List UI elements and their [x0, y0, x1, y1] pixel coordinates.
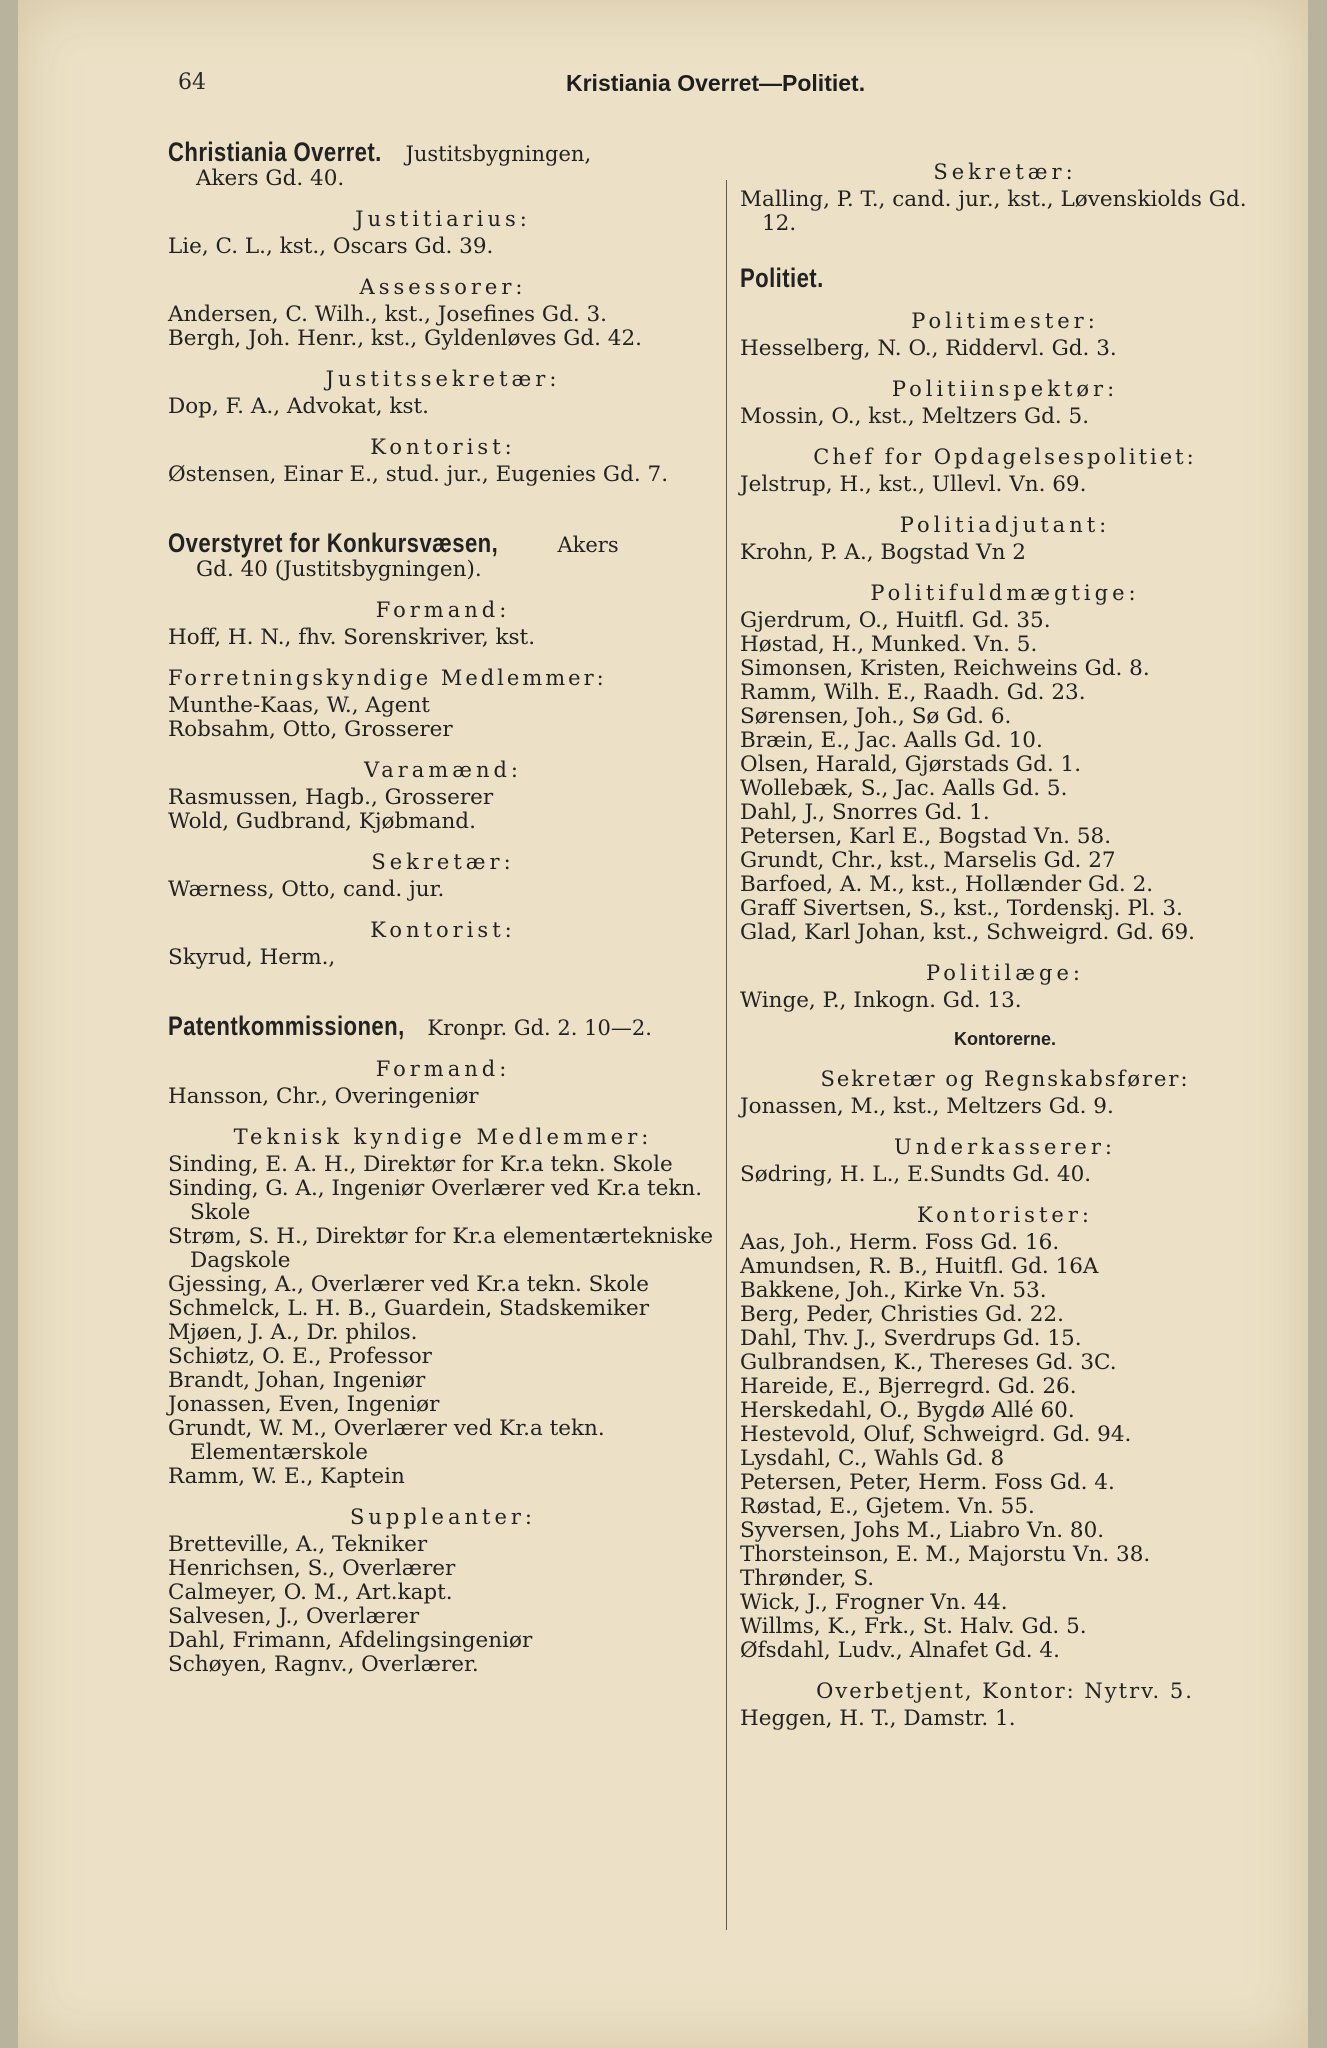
running-title: Kristiania Overret—Politiet. — [566, 70, 866, 96]
entry-list — [168, 878, 718, 902]
directory-entry: Lie, C. L., kst., Oscars Gd. 39. — [168, 234, 494, 259]
directory-entry: Calmeyer, O. M., Art.kapt. — [168, 1580, 453, 1605]
directory-entry: Dop, F. A., Advokat, kst. — [168, 394, 429, 419]
directory-entry: Bretteville, A., Tekniker — [168, 1532, 428, 1557]
directory-entry: Øfsdahl, Ludv., Alnafet Gd. 4. — [740, 1638, 1060, 1663]
directory-entry: Strøm, S. H., Direktør for Kr.a elementærtekniske Dagskole — [168, 1224, 714, 1273]
directory-entry: Gulbrandsen, K., Thereses Gd. 3C. — [740, 1350, 1117, 1375]
directory-entry: Schøyen, Ragnv., Overlærer. — [168, 1652, 479, 1677]
section-overret — [168, 137, 718, 487]
directory-entry: Malling, P. T., cand. jur., kst., Løvenskiolds Gd. 12. — [740, 187, 1247, 236]
entry-list — [740, 405, 1270, 429]
org-heading — [168, 528, 718, 582]
directory-entry: Petersen, Karl E., Bogstad Vn. 58. — [740, 824, 1112, 849]
directory-entry: Syversen, Johs M., Liabro Vn. 80. — [740, 1518, 1105, 1543]
directory-entry: Gjessing, A., Overlærer ved Kr.a tekn. Skole — [168, 1272, 649, 1297]
entry-list — [168, 626, 718, 650]
directory-entry: Wold, Gudbrand, Kjøbmand. — [168, 809, 476, 834]
entry-list — [168, 1085, 718, 1109]
directory-entry: Wærness, Otto, cand. jur. — [168, 877, 445, 902]
directory-entry: Bræin, E., Jac. Aalls Gd. 10. — [740, 728, 1043, 753]
directory-entry: Lysdahl, C., Wahls Gd. 8 — [740, 1446, 1005, 1471]
role-heading: Sekretær: — [933, 160, 1077, 184]
right-column — [740, 140, 1270, 1761]
directory-entry: Jonassen, Even, Ingeniør — [168, 1392, 440, 1417]
org-address: Akers — [557, 533, 619, 557]
role-heading: Justitssekretær: — [325, 367, 561, 391]
entry-list — [740, 1095, 1270, 1119]
directory-entry: Willms, K., Frk., St. Halv. Gd. 5. — [740, 1614, 1087, 1639]
directory-entry: Skyrud, Herm., — [168, 945, 336, 970]
section-politiet — [740, 263, 1270, 1731]
directory-entry: Dahl, Frimann, Afdelingsingeniør — [168, 1628, 533, 1653]
directory-page — [18, 0, 1308, 2048]
org-heading — [740, 263, 1270, 293]
role-heading: Justitiarius: — [355, 207, 531, 231]
entry-list — [740, 1231, 1270, 1663]
page-header — [18, 70, 1308, 110]
directory-entry: Barfoed, A. M., kst., Hollænder Gd. 2. — [740, 872, 1154, 897]
directory-entry: Hoff, H. N., fhv. Sorenskriver, kst. — [168, 625, 536, 650]
section-overstyret — [168, 528, 718, 970]
directory-entry: Schmelck, L. H. B., Guardein, Stadskemiker — [168, 1296, 650, 1321]
role-heading: Suppleanter: — [350, 1505, 536, 1529]
org-name: Patentkommissionen, — [168, 1011, 405, 1041]
org-address: Kronpr. Gd. 2. 10—2. — [427, 1016, 652, 1040]
directory-entry: Thrønder, S. — [740, 1566, 875, 1591]
directory-entry: Bakkene, Joh., Kirke Vn. 53. — [740, 1278, 1047, 1303]
role-heading: Assessorer: — [359, 275, 527, 299]
entry-list — [740, 1163, 1270, 1187]
role-heading: Politimester: — [911, 309, 1099, 333]
role-heading: Teknisk kyndige Medlemmer: — [233, 1125, 653, 1149]
directory-entry: Bergh, Joh. Henr., kst., Gyldenløves Gd. 42. — [168, 326, 642, 351]
directory-entry: Thorsteinson, E. M., Majorstu Vn. 38. — [740, 1542, 1151, 1567]
directory-entry: Østensen, Einar E., stud. jur., Eugenies Gd. 7. — [168, 462, 669, 487]
left-column — [168, 137, 718, 1721]
role-heading: Politiinspektør: — [891, 377, 1119, 401]
role-heading: Chef for Opdagelsespolitiet: — [813, 445, 1197, 469]
entry-list — [740, 188, 1270, 236]
directory-entry: Hesselberg, N. O., Riddervl. Gd. 3. — [740, 336, 1117, 361]
entry-list — [168, 303, 718, 351]
directory-entry: Dahl, Thv. J., Sverdrups Gd. 15. — [740, 1326, 1082, 1351]
directory-entry: Hestevold, Oluf, Schweigrd. Gd. 94. — [740, 1422, 1132, 1447]
org-address: Justitsbygningen, — [405, 142, 592, 166]
column-divider — [726, 180, 727, 1930]
org-heading — [168, 1011, 718, 1041]
directory-entry: Krohn, P. A., Bogstad Vn 2 — [740, 540, 1026, 565]
directory-entry: Gjerdrum, O., Huitfl. Gd. 35. — [740, 608, 1051, 633]
role-heading: Sekretær og Regnskabsfører: — [820, 1067, 1190, 1091]
directory-entry: Røstad, E., Gjetem. Vn. 55. — [740, 1494, 1035, 1519]
directory-entry: Mossin, O., kst., Meltzers Gd. 5. — [740, 404, 1090, 429]
directory-entry: Ramm, Wilh. E., Raadh. Gd. 23. — [740, 680, 1086, 705]
directory-entry: Robsahm, Otto, Grosserer — [168, 717, 453, 742]
role-heading: Formand: — [375, 1057, 511, 1081]
directory-entry: Wick, J., Frogner Vn. 44. — [740, 1590, 1008, 1615]
section-overret-sekretaer — [740, 160, 1270, 236]
role-heading: Sekretær: — [371, 850, 515, 874]
entry-list — [168, 946, 718, 970]
directory-entry: Jonassen, M., kst., Meltzers Gd. 9. — [740, 1094, 1114, 1119]
directory-entry: Winge, P., Inkogn. Gd. 13. — [740, 988, 1022, 1013]
directory-entry: Henrichsen, S., Overlærer — [168, 1556, 456, 1581]
role-heading: Formand: — [375, 598, 511, 622]
role-heading: Varamænd: — [363, 758, 522, 782]
directory-entry: Sødring, H. L., E.Sundts Gd. 40. — [740, 1162, 1092, 1187]
role-heading: Kontorister: — [917, 1203, 1093, 1227]
org-address-cont: Gd. 40 (Justitsbygningen). — [196, 557, 482, 582]
directory-entry: Graff Sivertsen, S., kst., Tordenskj. Pl. 3. — [740, 896, 1183, 921]
directory-entry: Olsen, Harald, Gjørstads Gd. 1. — [740, 752, 1082, 777]
directory-entry: Sørensen, Joh., Sø Gd. 6. — [740, 704, 1012, 729]
directory-entry: Petersen, Peter, Herm. Foss Gd. 4. — [740, 1470, 1115, 1495]
directory-entry: Salvesen, J., Overlærer — [168, 1604, 420, 1629]
directory-entry: Simonsen, Kristen, Reichweins Gd. 8. — [740, 656, 1150, 681]
entry-list — [740, 1707, 1270, 1731]
role-heading: Forretningskyndige Medlemmer: — [168, 666, 607, 690]
page-number: 64 — [178, 70, 206, 95]
role-heading: Overbetjent, Kontor: Nytrv. 5. — [816, 1679, 1194, 1703]
role-heading: Kontorist: — [370, 918, 516, 942]
role-heading: Politiadjutant: — [899, 513, 1111, 537]
directory-entry: Rasmussen, Hagb., Grosserer — [168, 785, 494, 810]
entry-list — [168, 463, 718, 487]
entry-list — [740, 609, 1270, 945]
role-heading: Politifuldmægtige: — [870, 581, 1140, 605]
directory-entry: Hareide, E., Bjerregrd. Gd. 26. — [740, 1374, 1077, 1399]
role-heading: Underkasserer: — [894, 1135, 1116, 1159]
directory-entry: Mjøen, J. A., Dr. philos. — [168, 1320, 418, 1345]
directory-entry: Hansson, Chr., Overingeniør — [168, 1084, 479, 1109]
entry-list — [168, 1533, 718, 1677]
entry-list — [740, 473, 1270, 497]
org-name: Politiet. — [740, 263, 824, 293]
org-name: Overstyret for Konkursvæsen, — [168, 528, 499, 558]
org-name: Christiania Overret. — [168, 137, 382, 167]
entry-list — [740, 541, 1270, 565]
role-heading: Kontorist: — [370, 435, 516, 459]
entry-list — [168, 786, 718, 834]
directory-entry: Berg, Peder, Christies Gd. 22. — [740, 1302, 1064, 1327]
directory-entry: Grundt, Chr., kst., Marselis Gd. 27 — [740, 848, 1116, 873]
entry-list — [740, 337, 1270, 361]
section-patent — [168, 1011, 718, 1677]
org-address-cont: Akers Gd. 40. — [196, 166, 345, 191]
directory-entry: Sinding, G. A., Ingeniør Overlærer ved Kr.a tekn. Skole — [168, 1176, 703, 1225]
role-heading: Politilæge: — [926, 961, 1084, 985]
entry-list — [740, 989, 1270, 1013]
directory-entry: Andersen, C. Wilh., kst., Josefines Gd. 3. — [168, 302, 608, 327]
entry-list — [168, 395, 718, 419]
directory-entry: Amundsen, R. B., Huitfl. Gd. 16A — [740, 1254, 1099, 1279]
entry-list — [168, 694, 718, 742]
directory-entry: Glad, Karl Johan, kst., Schweigrd. Gd. 69. — [740, 920, 1196, 945]
directory-entry: Munthe-Kaas, W., Agent — [168, 693, 430, 718]
entry-list — [168, 1153, 718, 1489]
directory-entry: Brandt, Johan, Ingeniør — [168, 1368, 426, 1393]
directory-entry: Sinding, E. A. H., Direktør for Kr.a tekn. Skole — [168, 1152, 673, 1177]
subsection-heading: Kontorerne. — [953, 1029, 1056, 1049]
directory-entry: Schiøtz, O. E., Professor — [168, 1344, 432, 1369]
directory-entry: Jelstrup, H., kst., Ullevl. Vn. 69. — [740, 472, 1087, 497]
org-heading — [168, 137, 718, 191]
directory-entry: Ramm, W. E., Kaptein — [168, 1464, 405, 1489]
directory-entry: Herskedahl, O., Bygdø Allé 60. — [740, 1398, 1075, 1423]
directory-entry: Høstad, H., Munked. Vn. 5. — [740, 632, 1038, 657]
directory-entry: Heggen, H. T., Damstr. 1. — [740, 1706, 1016, 1731]
directory-entry: Aas, Joh., Herm. Foss Gd. 16. — [740, 1230, 1060, 1255]
directory-entry: Grundt, W. M., Overlærer ved Kr.a tekn. Elementærskole — [168, 1416, 605, 1465]
directory-entry: Wollebæk, S., Jac. Aalls Gd. 5. — [740, 776, 1068, 801]
directory-entry: Dahl, J., Snorres Gd. 1. — [740, 800, 990, 825]
entry-list — [168, 235, 718, 259]
